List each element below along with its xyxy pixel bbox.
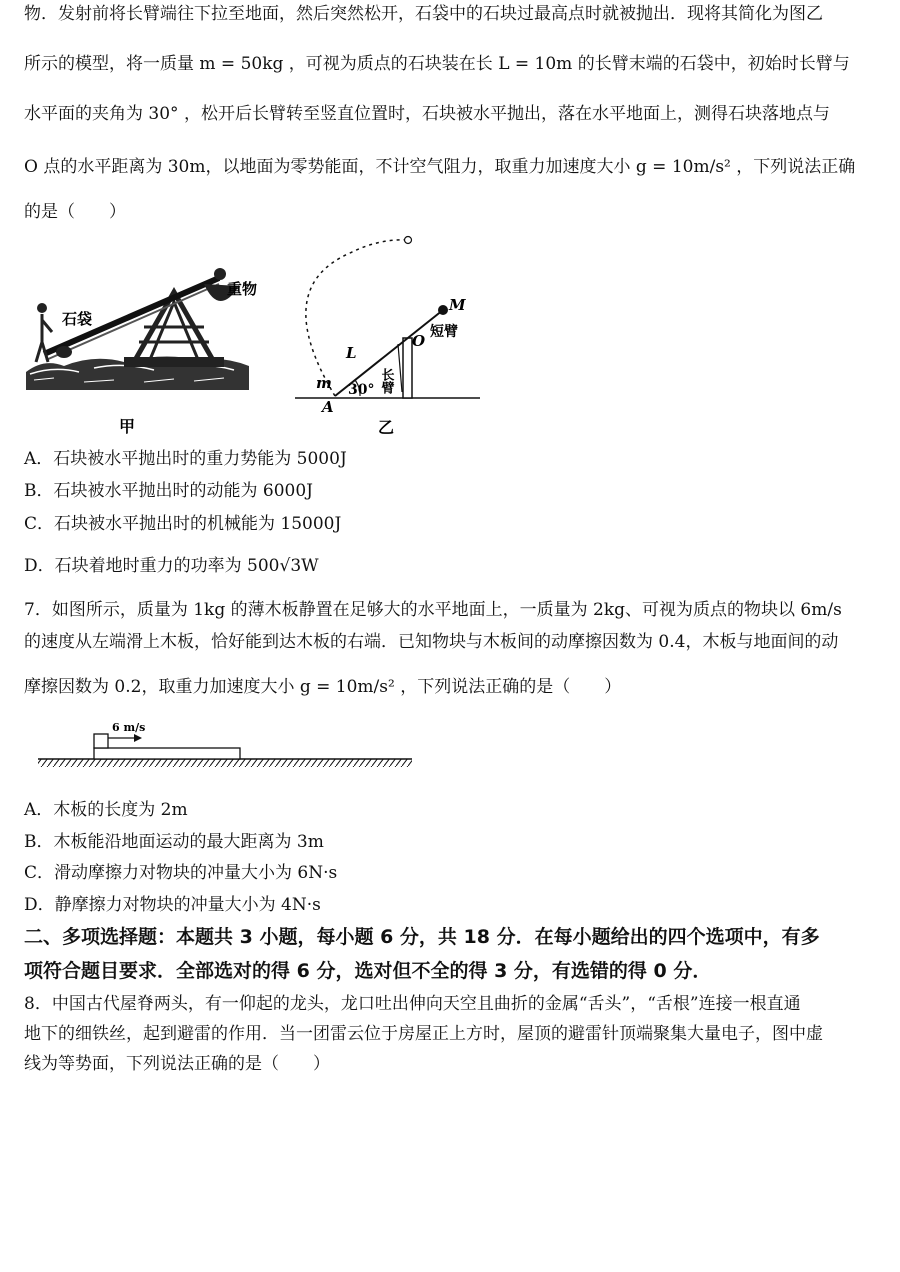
q7-option-b: B．木板能沿地面运动的最大距离为 3m [24,832,324,852]
q8-line-3: 线为等势面，下列说法正确的是（ ） [24,1054,330,1074]
q6-line-4: O 点的水平距离为 30m，以地面为零势能面，不计空气阻力，取重力加速度大小 g = 10m/s² ，下列说法正确 [24,157,856,177]
q6-line-1: 物．发射前将长臂端往下拉至地面，然后突然松开，石袋中的石块过最高点时就被抛出．现将其简化为图乙 [24,4,823,24]
figure-catapult-jia [24,262,258,442]
q8-line-2: 地下的细铁丝，起到避雷的作用．当一团雷云位于房屋正上方时，屋顶的避雷针顶端聚集大量电子，图中虚 [24,1024,823,1044]
label-M: M [449,296,466,314]
caption-jia: 甲 [119,417,136,436]
q6-line-2: 所示的模型，将一质量 m = 50kg ，可视为质点的石块装在长 L = 10m 的长臂末端的石袋中，初始时长臂与 [24,54,850,74]
label-L: L [346,344,357,362]
model-diagram [290,228,490,440]
q7-option-a: A．木板的长度为 2m [24,800,188,820]
board-block-diagram [36,718,416,774]
catapult-illustration [24,262,258,442]
q6-option-c: C．石块被水平抛出时的机械能为 15000J [24,514,342,534]
q6-option-b: B．石块被水平抛出时的动能为 6000J [24,481,313,501]
section2-heading-line-2: 项符合题目要求．全部选对的得 6 分，选对但不全的得 3 分，有选错的得 0 分． [24,960,712,982]
q6-option-d: D．石块着地时重力的功率为 500√3W [24,556,319,576]
velocity-label: 6 m/s [112,721,146,734]
q6-line-5: 的是（ ） [24,202,126,222]
q7-line-1: 7．如图所示，质量为 1kg 的薄木板静置在足够大的水平地面上，一质量为 2kg、可视为质点的物块以 6m/s [24,600,842,620]
figure-model-yi [290,228,490,440]
label-O: O [412,332,426,350]
q7-option-c: C．滑动摩擦力对物块的冲量大小为 6N·s [24,863,338,883]
q6-line-3: 水平面的夹角为 30° ，松开后长臂转至竖直位置时，石块被水平抛出，落在水平地面上，测得石块落地点与 [24,104,830,124]
label-long-arm: 长臂 [378,368,394,394]
caption-yi: 乙 [378,418,395,437]
section2-heading-line-1: 二、多项选择题：本题共 3 小题，每小题 6 分，共 18 分．在每小题给出的四个选项中，有多 [24,926,820,948]
label-angle-30: 30° [348,382,375,398]
label-short-arm: 短臂 [430,324,458,340]
q7-line-3: 摩擦因数为 0.2，取重力加速度大小 g = 10m/s² ，下列说法正确的是（ ） [24,677,622,697]
label-m: m [316,374,332,392]
figure-board-block [36,718,416,774]
q7-line-2: 的速度从左端滑上木板，恰好能到达木板的右端．已知物块与木板间的动摩擦因数为 0.4，木板与地面间的动 [24,632,839,652]
label-weight: 重物 [227,280,258,298]
q6-option-a: A．石块被水平抛出时的重力势能为 5000J [24,449,347,469]
q7-option-d: D．静摩擦力对物块的冲量大小为 4N·s [24,895,321,915]
label-stone-bag: 石袋 [62,310,93,328]
label-A: A [322,398,334,416]
q8-line-1: 8．中国古代屋脊两头，有一仰起的龙头，龙口吐出伸向天空且曲折的金属“舌头”，“舌根”连接一根直通 [24,994,801,1014]
